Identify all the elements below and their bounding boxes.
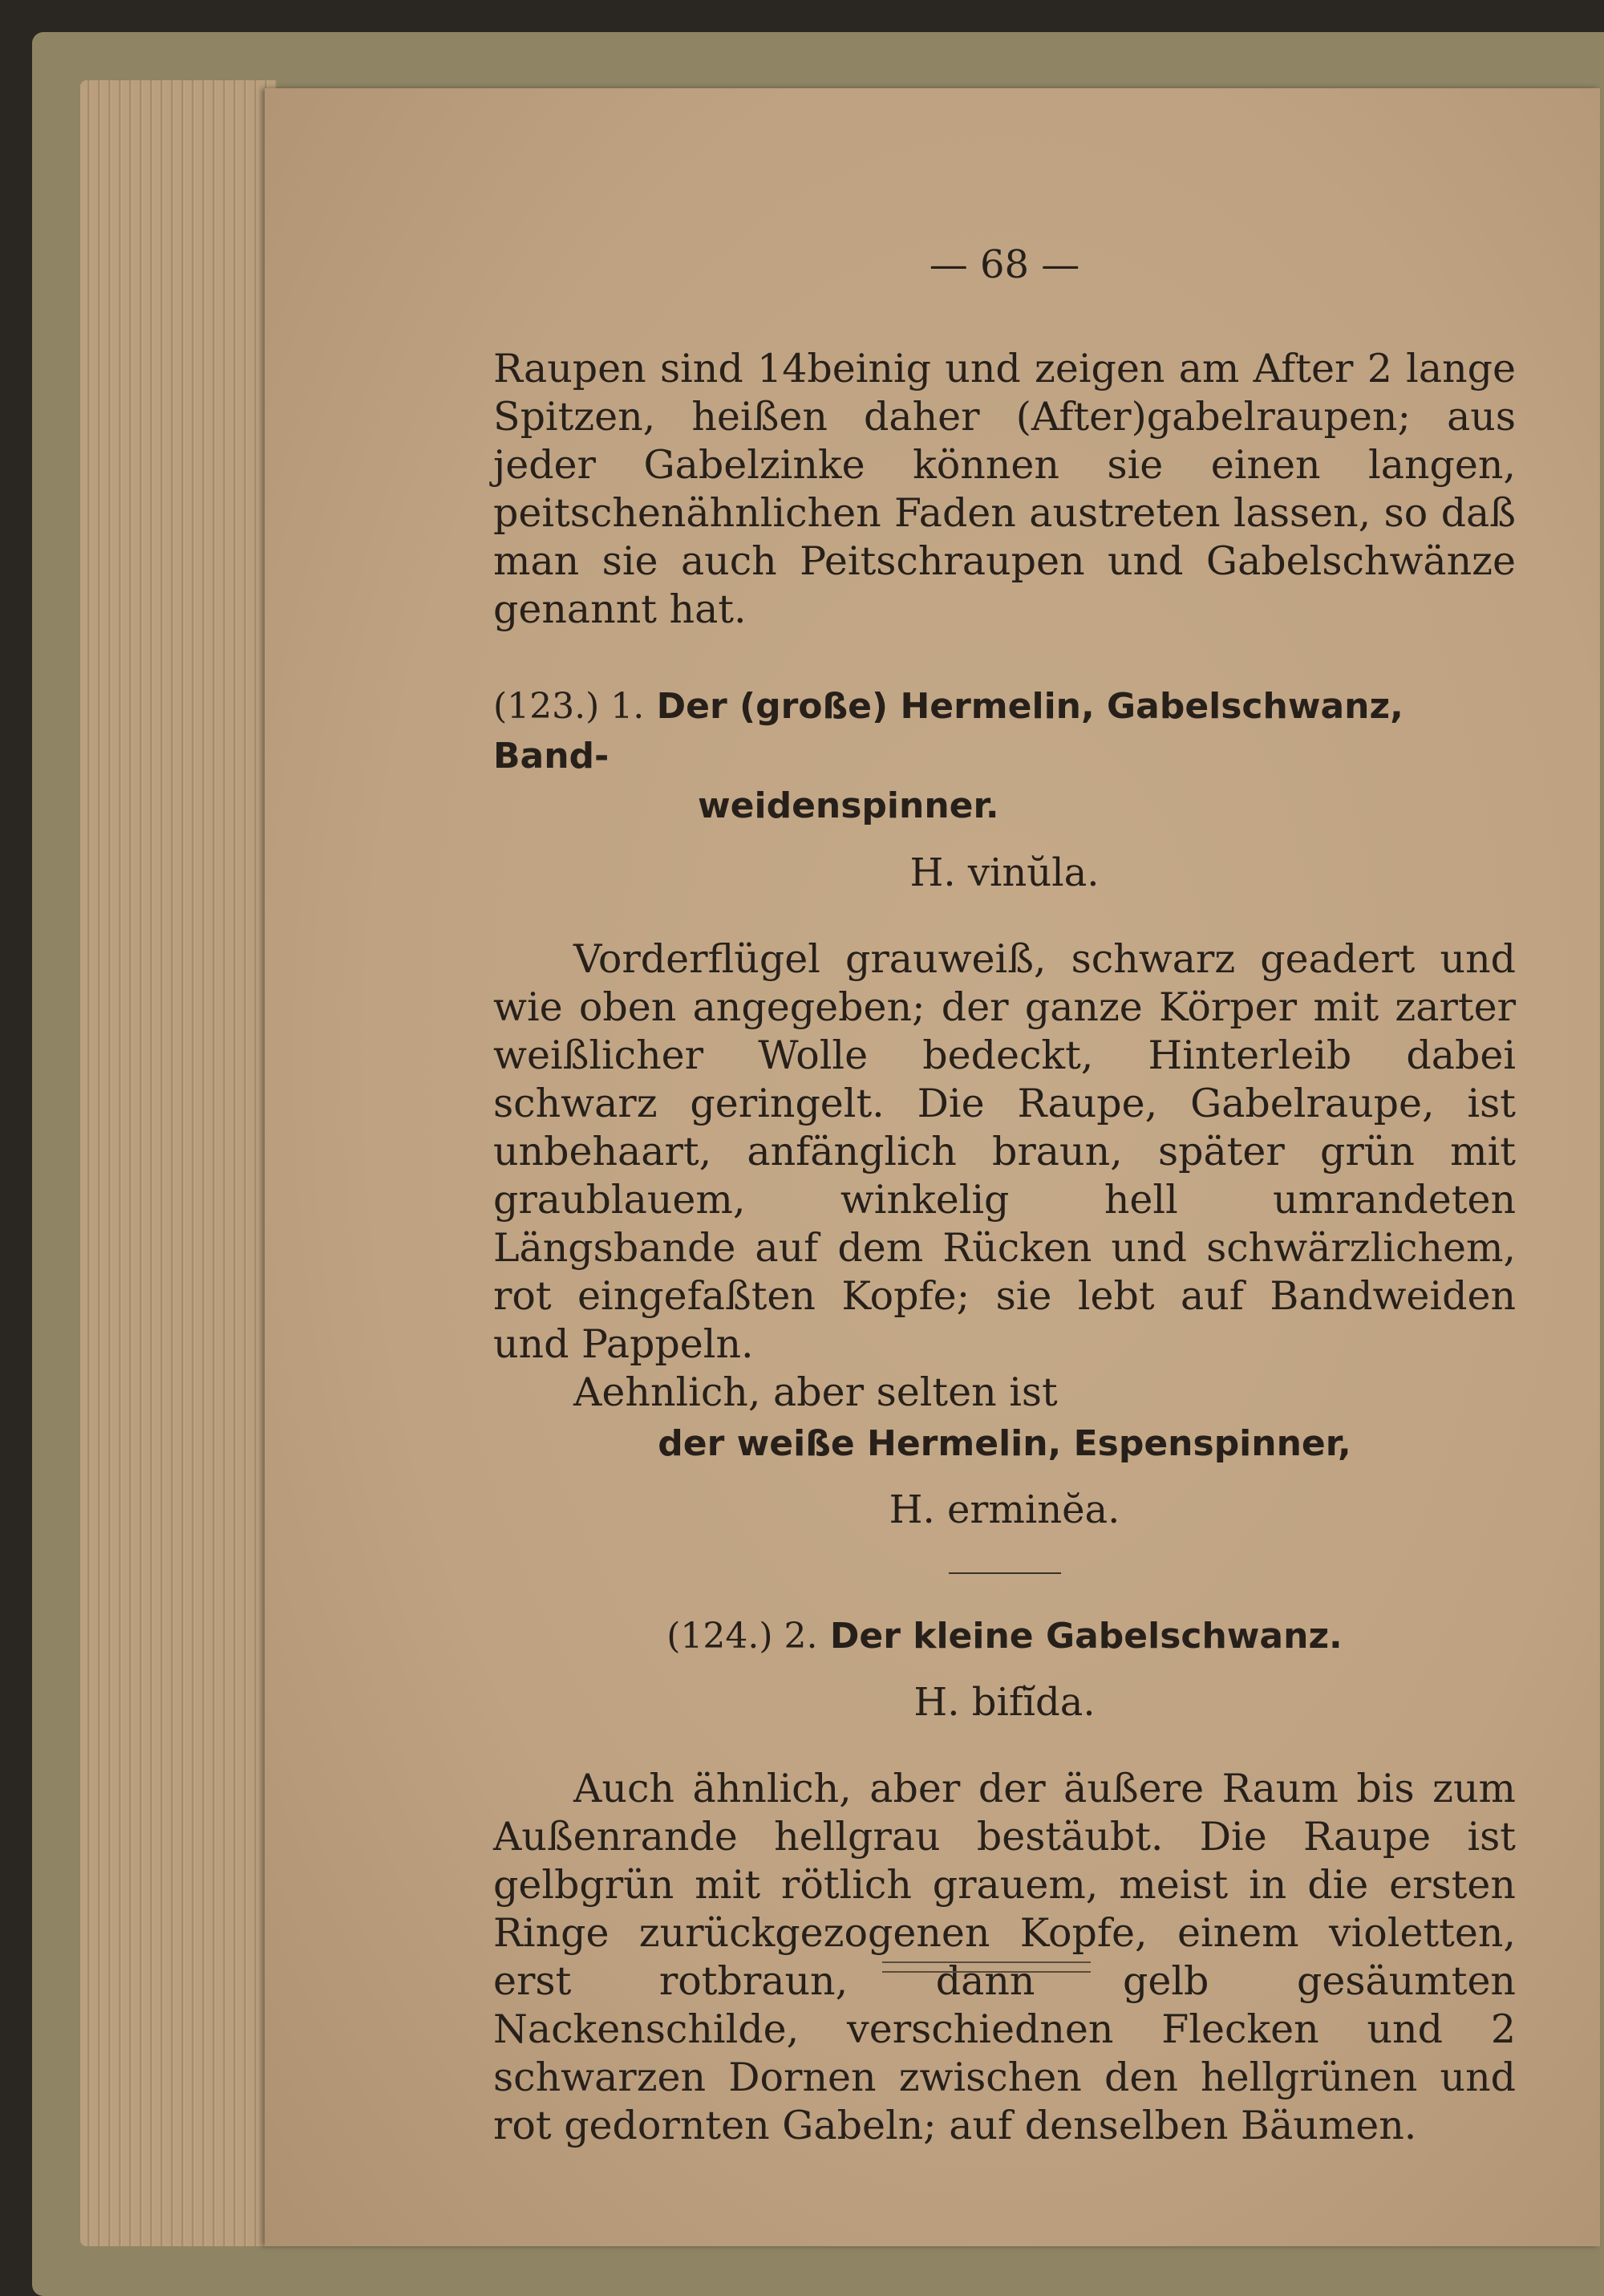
page-number: — 68 — (929, 242, 1080, 287)
entry-123-description: Vorderflügel grauweiß, schwarz geadert und wie oben angegeben; der ganze Körper mit zarter weißlicher Wolle bedeckt, Hinterleib dabei schwarz geringelt. Die Raupe, Gabelraupe, ist unbehaart, anfänglich braun, später grün mit graublauem, winkelig hell umrandeten Längsbande auf dem Rücken und schwärzlichem, rot eingefaßten Kopfe; sie lebt auf Bandweiden und Pappeln. (493, 936, 1516, 1367)
entry-123-title-line1: Der (große) Hermelin, Gabelschwanz, Band- (493, 686, 1404, 777)
entry-123-number: (123.) 1. (493, 686, 645, 727)
entry-123-latin-name: H. vinŭla. (909, 850, 1100, 895)
page-edges (80, 80, 277, 2246)
page-text (493, 241, 1516, 2150)
section-divider (949, 1572, 1061, 1574)
intro-paragraph: Raupen sind 14beinig und zeigen am After 2 lange Spitzen, heißen daher (After)gabelraupen; aus jeder Gabelzinke können sie einen langen, peitschenähnlichen Faden austreten lassen, so daß man sie auch Peitschraupen und Gabelschwänze genannt hat. (493, 346, 1516, 632)
entry-123-similar-latin: H. erminĕa. (889, 1487, 1120, 1532)
end-rule (882, 1961, 1091, 1973)
entry-123-similar-intro: Aehnlich, aber selten ist (573, 1369, 1058, 1415)
entry-124-title: Der kleine Gabelschwanz. (829, 1616, 1343, 1657)
entry-124-number: (124.) 2. (666, 1616, 818, 1657)
entry-124-heading (493, 1612, 1516, 1661)
entry-124-description: Auch ähnlich, aber der äußere Raum bis zum Außenrande hellgrau bestäubt. Die Raupe ist gelbgrün mit rötlich grauem, meist in die ersten Ringe zurückgezogenen Kopfe, einem violetten, erst rotbraun, dann gelb gesäumten Nackenschilde, verschiednen Flecken und 2 schwarzen Dornen zwischen den hellgrünen und rot gedornten Gabeln; auf denselben Bäumen. (493, 1766, 1516, 2148)
entry-123-similar-name: der weiße Hermelin, Espenspinner, (658, 1423, 1351, 1464)
entry-123-heading (493, 682, 1516, 831)
entry-123-title-line2: weidenspinner. (698, 785, 999, 826)
entry-124-latin-name: H. bifĭda. (913, 1680, 1096, 1725)
